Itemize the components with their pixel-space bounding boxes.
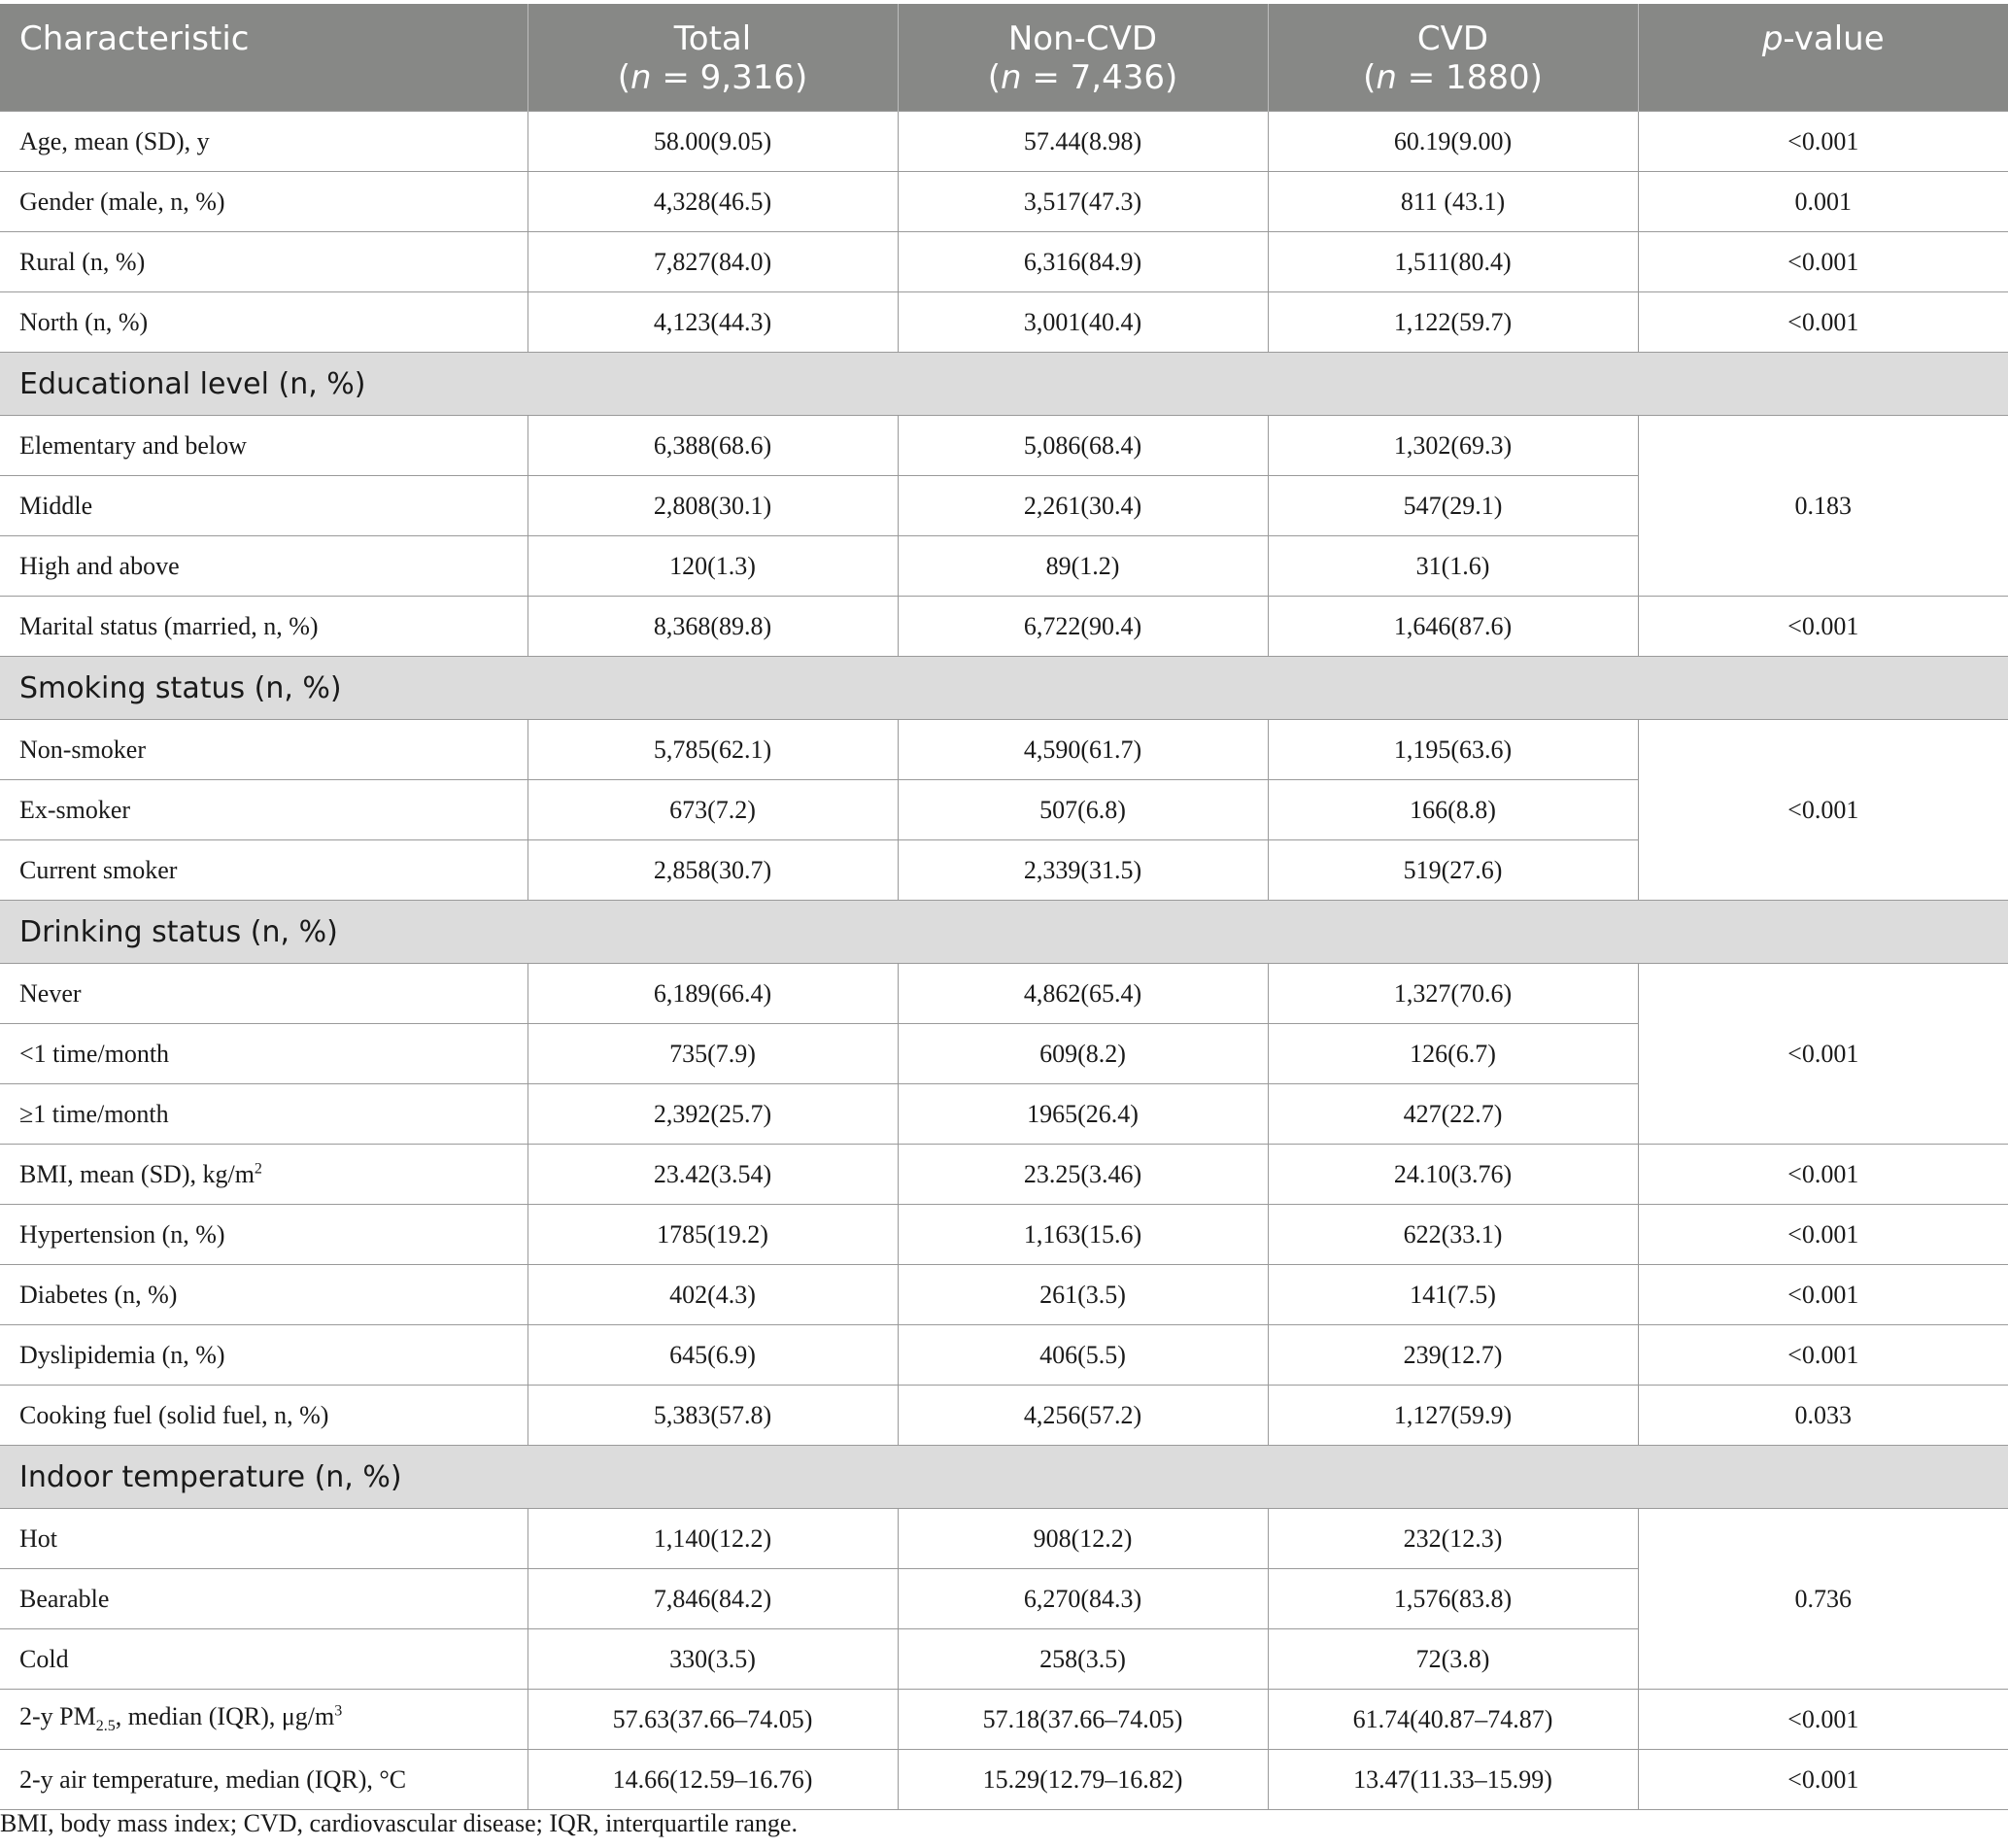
table-row: Diabetes (n, %) 402(4.3) 261(3.5) 141(7.5) <0.001 — [0, 1265, 2008, 1325]
table-row: Cold 330(3.5) 258(3.5) 72(3.8) — [0, 1629, 2008, 1690]
characteristics-table — [0, 4, 2008, 1810]
header-noncvd: Non-CVD (n = 7,436) — [898, 4, 1268, 112]
section-row-education: Educational level (n, %) — [0, 353, 2008, 416]
table-row: Hot 1,140(12.2) 908(12.2) 232(12.3) 0.736 — [0, 1509, 2008, 1569]
table-row: BMI, mean (SD), $kg/m^2$ 23.42(3.54) 23.25(3.46) 24.10(3.76) <0.001 — [0, 1145, 2008, 1205]
table-row: Bearable 7,846(84.2) 6,270(84.3) 1,576(83.8) — [0, 1569, 2008, 1629]
table-row: Non-smoker 5,785(62.1) 4,590(61.7) 1,195(63.6) <0.001 — [0, 720, 2008, 780]
table-row: Cooking fuel (solid fuel, n, %) 5,383(57.8) 4,256(57.2) 1,127(59.9) 0.033 — [0, 1386, 2008, 1446]
education-pvalue: 0.183 — [1638, 416, 2008, 597]
table-row: <1 time/month 735(7.9) 609(8.2) 126(6.7) — [0, 1024, 2008, 1084]
pm-label: 2-y $PM_{2.5}$, median (IQR), $\mu g/m^3$ — [0, 1690, 528, 1750]
table-row: 2-y $PM_{2.5}$, median (IQR), $\mu g/m^3$ 57.63(37.66–74.05) 57.18(37.66–74.05) 61.74(40.87–74.87) <0.001 — [0, 1690, 2008, 1750]
header-total: Total (n = 9,316) — [528, 4, 898, 112]
table-row: 2-y air temperature, median (IQR), °C 14.66(12.59–16.76) 15.29(12.79–16.82) 13.47(11.33–15.99) <0.001 — [0, 1750, 2008, 1810]
table-footnote: BMI, body mass index; CVD, cardiovascular disease; IQR, interquartile range. — [0, 1809, 798, 1837]
section-row-smoking: Smoking status (n, %) — [0, 657, 2008, 720]
table-row: Marital status (married, n, %) 8,368(89.8) 6,722(90.4) 1,646(87.6) <0.001 — [0, 597, 2008, 657]
table-row: Dyslipidemia (n, %) 645(6.9) 406(5.5) 239(12.7) <0.001 — [0, 1325, 2008, 1386]
header-total-n: (n = 9,316) — [617, 58, 808, 97]
header-pvalue: p-value — [1638, 4, 2008, 112]
table-row: High and above 120(1.3) 89(1.2) 31(1.6) — [0, 536, 2008, 597]
table-row: Middle 2,808(30.1) 2,261(30.4) 547(29.1) — [0, 476, 2008, 536]
table-row: ≥1 time/month 2,392(25.7) 1965(26.4) 427(22.7) — [0, 1084, 2008, 1145]
table-row: North (n, %) 4,123(44.3) 3,001(40.4) 1,122(59.7) <0.001 — [0, 292, 2008, 353]
section-row-drinking: Drinking status (n, %) — [0, 901, 2008, 964]
table-row: Rural (n, %) 7,827(84.0) 6,316(84.9) 1,511(80.4) <0.001 — [0, 232, 2008, 292]
header-row — [0, 4, 2008, 112]
table-row: Elementary and below 6,388(68.6) 5,086(68.4) 1,302(69.3) 0.183 — [0, 416, 2008, 476]
table-row: Current smoker 2,858(30.7) 2,339(31.5) 519(27.6) — [0, 840, 2008, 901]
table-row: Gender (male, n, %) 4,328(46.5) 3,517(47.3) 811 (43.1) 0.001 — [0, 172, 2008, 232]
header-characteristic: Characteristic — [0, 4, 528, 112]
table-row: Never 6,189(66.4) 4,862(65.4) 1,327(70.6) <0.001 — [0, 964, 2008, 1024]
table-row: Ex-smoker 673(7.2) 507(6.8) 166(8.8) — [0, 780, 2008, 840]
temperature-pvalue: 0.736 — [1638, 1509, 2008, 1690]
smoking-pvalue: <0.001 — [1638, 720, 2008, 901]
section-row-indoor-temperature: Indoor temperature (n, %) — [0, 1446, 2008, 1509]
header-cvd: CVD (n = 1880) — [1268, 4, 1638, 112]
table-row: Age, mean (SD), y 58.00(9.05) 57.44(8.98) 60.19(9.00) <0.001 — [0, 112, 2008, 172]
table-row: Hypertension (n, %) 1785(19.2) 1,163(15.6) 622(33.1) <0.001 — [0, 1205, 2008, 1265]
bmi-label: BMI, mean (SD), $kg/m^2$ — [0, 1145, 528, 1205]
header-cvd-n: (n = 1880) — [1363, 58, 1543, 97]
drinking-pvalue: <0.001 — [1638, 964, 2008, 1145]
header-noncvd-n: (n = 7,436) — [987, 58, 1178, 97]
